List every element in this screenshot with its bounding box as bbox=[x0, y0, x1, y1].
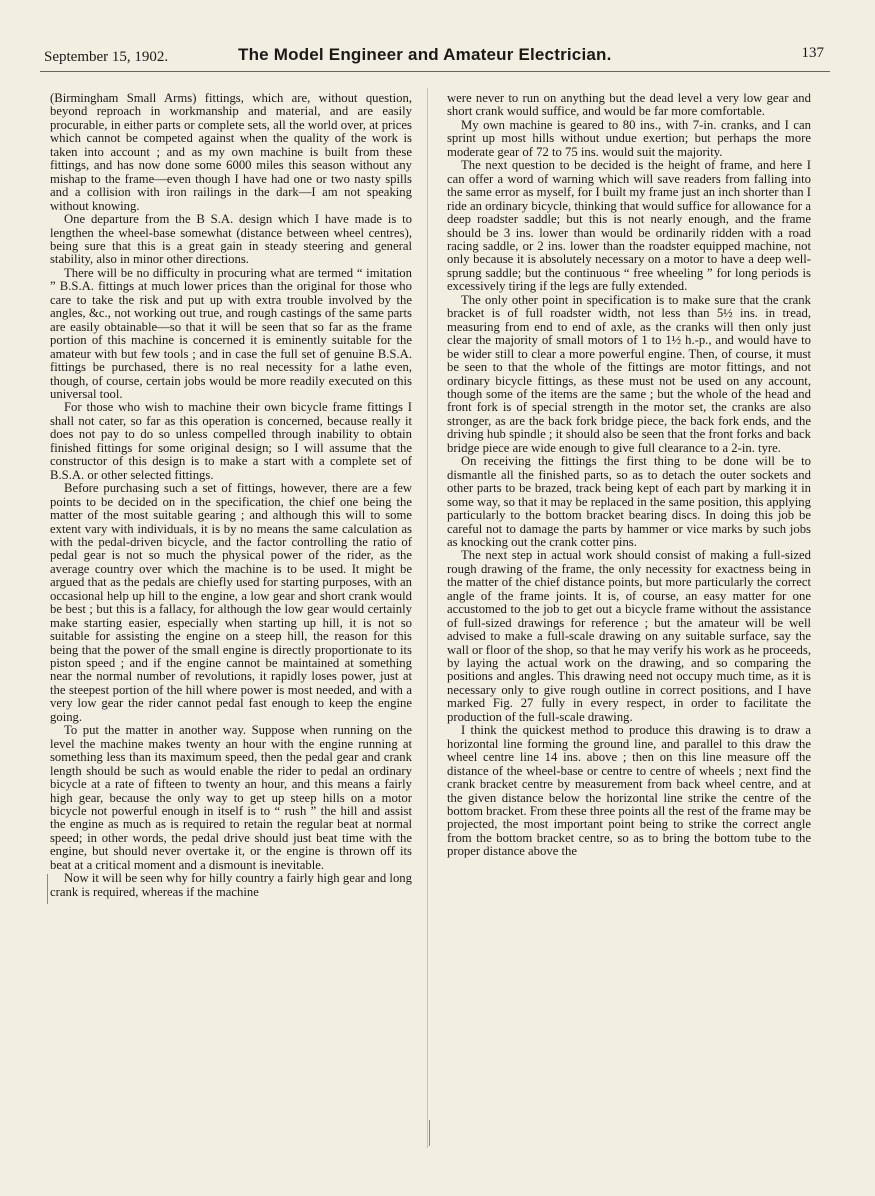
paragraph: I think the quickest method to produce this drawing is to draw a horizontal line forming the ground line, and parallel to this draw the wheel centre line 14 ins. above ; then on this line measure off the distance of the wheel-base or centre to centre of wheels ; next find the crank bracket centre by measurement from back wheel centre, and at the given distance below the horizontal line strike the centre of the bottom bracket. From these three points all the rest of the frame may be projected, the most important point being to strike the correct angle from the bottom bracket centre, so as to bring the bottom tube to the proper distance above the bbox=[447, 723, 811, 859]
column-divider bbox=[427, 88, 428, 1148]
right-column bbox=[447, 92, 811, 859]
paragraph: For those who wish to machine their own bicycle frame fittings I shall not cater, so far as this operation is concerned, because really it does not pay to do so unless compelled through inability to obtain finished fittings for some original design; so I will assume that the constructor of this design is to make a start with a complete set of B.S.A. or other selected fittings. bbox=[50, 400, 412, 482]
paragraph: Now it will be seen why for hilly country a fairly high gear and long crank is required, whereas if the machine bbox=[50, 871, 412, 899]
paragraph: The next question to be decided is the height of frame, and here I can offer a word of warning which will save readers from falling into the same error as myself, for I built my frame just an inch shorter than I ride an ordinary bicycle, thinking that would suffice for allowance for a deep roadster saddle; but this is not nearly enough, and the frame should be 3 ins. lower than would be ordinarily ridden with a road racing saddle, or 2 ins. lower than the roadster equipped machine, not only because it is absolutely necessary on a motor to have a deep well-sprung saddle; but the continuous “ free wheeling ” for long periods is excessively tiring if the legs are fully extended. bbox=[447, 158, 811, 294]
margin-mark bbox=[47, 874, 48, 904]
paragraph: To put the matter in another way. Suppose when running on the level the machine makes twenty an hour with the engine running at something less than its maximum speed, then the pedal gear and crank length should be such as would enable the rider to pedal an ordinary bicycle at a rate of fifteen to twenty an hour, and this means a fairly high gear, because the only way to get up steep hills on a motor bicycle not powerful enough in itself is to “ rush ” the hill and assist the engine as much as is required to retain the regular beat at normal speed; in other words, the pedal drive should just beat time with the engine, but should never overtake it, or the engine is thrown off its beat at a critical moment and a dismount is inevitable. bbox=[50, 723, 412, 872]
header-rule bbox=[40, 71, 830, 72]
paragraph: Before purchasing such a set of fittings, however, there are a few points to be decided on in the specification, the chief one being the matter of the most suitable gearing ; and although this will to some extent vary with individuals, it is by no means the same calculation as with the pedal-driven bicycle, and the factor controlling the ratio of pedal gear is not so much the physical power of the rider, as the average country over which the machine is to be used. It might be argued that as the pedals are chiefly used for starting purposes, with an occasional help up hill to the engine, a low gear and short crank would be best ; but this is a fallacy, for although the low gear would certainly make starting easier, especially when starting up hill, it is not so suitable for assisting the engine on a steep hill, the reason for this being that the power of the small engine is directly proportionate to its piston speed ; and if the engine cannot be maintained at something near the normal number of revolutions, it rapidly loses power, just at the steepest portion of the hill where power is most needed, and with a very low gear the rider cannot pedal fast enough to keep the engine going. bbox=[50, 481, 412, 724]
paragraph: The next step in actual work should consist of making a full-sized rough drawing of the frame, the only necessity for exactness being in the matter of the chief distance points, but more particularly the correct angle of the frame joints. It is, of course, an easy matter for one accustomed to the job to get out a bicycle frame without the assistance of full-sized drawings for reference ; but the amateur will be well advised to make a full-scale drawing on any suitable surface, say the wall or floor of the shop, so that he may verify his work as he proceeds, by laying the actual work on the drawing, and so comparing the positions and angles. This drawing need not occupy much time, as it is necessary only to give rough outline in correct positions, and I have marked Fig. 27 fully in every respect, in order to facilitate the production of the full-scale drawing. bbox=[447, 548, 811, 724]
paragraph: On receiving the fittings the first thing to be done will be to dismantle all the finished parts, so as to detach the outer sockets and other parts to be brazed, track being kept of each part by marking it in some way, so that it may be replaced in the same position, this applying particularly to the bottom bracket bearing discs. In doing this job be careful not to damage the parts by hammer or vice marks by such jobs as knocking out the crank cotter pins. bbox=[447, 454, 811, 549]
paragraph: One departure from the B S.A. design which I have made is to lengthen the wheel-base somewhat (distance between wheel centres), being sure that this is a great gain in steady steering and general stability, also in minor other directions. bbox=[50, 212, 412, 267]
paragraph: There will be no difficulty in procuring what are termed “ imitation ” B.S.A. fittings at much lower prices than the original for those who care to take the risk and put up with extra trouble involved by the angles, &c., not working out true, and rough castings of the same parts are easily obtainable—so that it will be seen that so far as the frame portion of this machine is concerned it is eminently suitable for the amateur with but few tools ; and in case the full set of genuine B.S.A. fittings be purchased, there is no real necessity for a lathe even, though, of course, certain jobs would be more readily executed on this universal tool. bbox=[50, 265, 412, 401]
journal-title: The Model Engineer and Amateur Electrician. bbox=[238, 45, 612, 64]
issue-date: September 15, 1902. bbox=[44, 49, 169, 65]
paragraph: The only other point in specification is to make sure that the crank bracket is of full roadster width, not less than 5½ ins. in tread, measuring from end to end of axle, as the cranks will then only just clear the majority of small motors of 1 to 1½ h.-p., and would have to be wider still to clear a more powerful engine. Then, of course, it must be seen to that the whole of the fittings are motor fittings, and not ordinary bicycle fittings, as these must not be used on any account, though some of the items are the same ; but the whole of the head and front fork is of special strength in the motor set, the cranks are also stronger, as are the back fork bridge piece, the back fork ends, and the driving hub spindle ; it should also be seen that the front forks and back bridge piece are wide enough to give full clearance to a 2-in. tyre. bbox=[447, 292, 811, 455]
margin-mark bbox=[429, 1120, 430, 1146]
paragraph: were never to run on anything but the dead level a very low gear and short crank would suffice, and would be far more comfortable. bbox=[447, 91, 811, 119]
left-column bbox=[50, 92, 412, 899]
paragraph: (Birmingham Small Arms) fittings, which are, without question, beyond reproach in workmanship and material, and are easily procurable, in either parts or complete sets, all the world over, at prices which cannot be competed against when the quality of the work is taken into account ; and as my own machine is built from these fittings, and has now done some 6000 miles this season without any mishap to the frame—even though I have had one or two nasty spills and a collision with iron railings in the dark—I am not speaking without knowing. bbox=[50, 91, 412, 213]
page-header bbox=[40, 40, 830, 76]
page-number: 137 bbox=[801, 45, 824, 61]
paragraph: My own machine is geared to 80 ins., with 7-in. cranks, and I can sprint up most hills without undue exertion; but perhaps the more moderate gear of 72 to 75 ins. would suit the majority. bbox=[447, 117, 811, 159]
